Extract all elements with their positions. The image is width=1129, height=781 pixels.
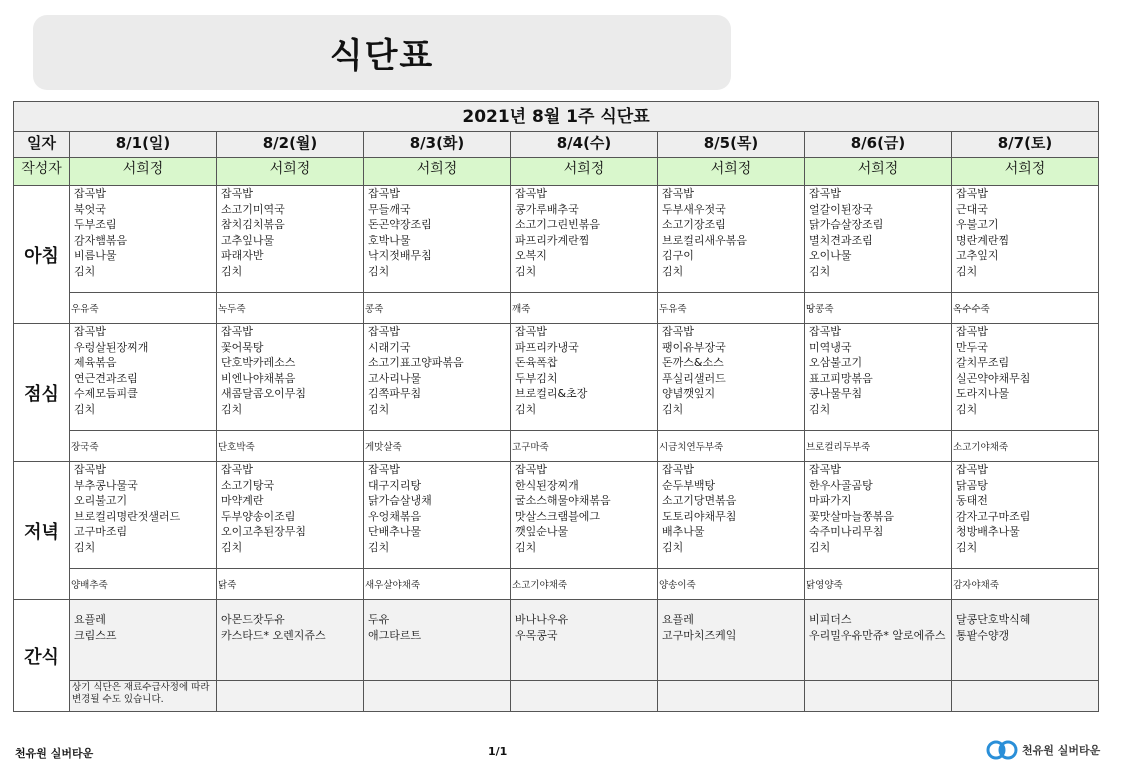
writer-cell: 서희정 bbox=[511, 158, 658, 186]
menu-cell: 잡곡밥 소고기미역국 참치김치볶음 고추잎나물 파래자반 김치 bbox=[217, 186, 364, 293]
porridge-cell: 소고기야채죽 bbox=[511, 569, 658, 600]
menu-cell: 잡곡밥 한우사골곰탕 마파가지 꽃맛살마늘쫑볶음 숙주미나리무침 김치 bbox=[805, 462, 952, 569]
writer-cell: 서희정 bbox=[658, 158, 805, 186]
snack-cell: 요플레 크림스프 bbox=[70, 600, 217, 681]
logo-icon bbox=[986, 738, 1020, 762]
date-label: 일자 bbox=[14, 132, 70, 158]
writer-cell: 서희정 bbox=[952, 158, 1099, 186]
porridge-cell: 양송이죽 bbox=[658, 569, 805, 600]
menu-cell: 잡곡밥 콩가루배추국 소고기그린빈볶음 파프리카계란찜 오복지 김치 bbox=[511, 186, 658, 293]
menu-cell: 잡곡밥 꽃어묵탕 단호박카레소스 비엔나야채볶음 새콤달콤오이무침 김치 bbox=[217, 324, 364, 431]
footer-org-name: 천유원 실버타운 bbox=[15, 747, 94, 760]
snack-cell: 두유 애그타르트 bbox=[364, 600, 511, 681]
snack-cell: 달콩단호박식혜 통팥수양갱 bbox=[952, 600, 1099, 681]
menu-cell: 잡곡밥 우렁살된장찌개 제육볶음 연근견과조림 수제모듬피클 김치 bbox=[70, 324, 217, 431]
snack-cell: 요플레 고구마치즈케잌 bbox=[658, 600, 805, 681]
menu-cell: 잡곡밥 근대국 우불고기 명란계란찜 고추잎지 김치 bbox=[952, 186, 1099, 293]
day-header: 8/3(화) bbox=[364, 132, 511, 158]
menu-cell: 잡곡밥 순두부백탕 소고기당면볶음 도토리야채무침 배추나물 김치 bbox=[658, 462, 805, 569]
menu-cell: 잡곡밥 무들깨국 돈곤약장조림 호박나물 낙지젓배무침 김치 bbox=[364, 186, 511, 293]
porridge-cell: 장국죽 bbox=[70, 431, 217, 462]
porridge-cell: 닭영양죽 bbox=[805, 569, 952, 600]
porridge-cell: 녹두죽 bbox=[217, 293, 364, 324]
empty-cell bbox=[805, 681, 952, 712]
menu-note: 상기 식단은 재료수급사정에 따라 변경될 수도 있습니다. bbox=[70, 681, 217, 712]
table-title: 2021년 8월 1주 식단표 bbox=[14, 102, 1099, 132]
menu-cell: 잡곡밥 두부새우젓국 소고기장조림 브로컬리새우볶음 김구이 김치 bbox=[658, 186, 805, 293]
snack-cell: 아몬드잣두유 카스타드* 오렌지쥬스 bbox=[217, 600, 364, 681]
footer-logo bbox=[986, 738, 1100, 762]
empty-cell bbox=[364, 681, 511, 712]
empty-cell bbox=[658, 681, 805, 712]
menu-cell: 잡곡밥 닭곰탕 동태전 감자고구마조림 청방배추나물 김치 bbox=[952, 462, 1099, 569]
writer-cell: 서희정 bbox=[805, 158, 952, 186]
porridge-cell: 시금치연두부죽 bbox=[658, 431, 805, 462]
menu-cell: 잡곡밥 소고기탕국 마약계란 두부양송이조림 오이고추된장무침 김치 bbox=[217, 462, 364, 569]
menu-cell: 잡곡밥 한식된장찌개 굴소스해물야채볶음 맛살스크램블에그 깻잎순나물 김치 bbox=[511, 462, 658, 569]
day-header: 8/1(일) bbox=[70, 132, 217, 158]
page-number: 1/1 bbox=[488, 745, 508, 758]
porridge-cell: 고구마죽 bbox=[511, 431, 658, 462]
writer-label: 작성자 bbox=[14, 158, 70, 186]
day-header: 8/7(토) bbox=[952, 132, 1099, 158]
porridge-cell: 양배추죽 bbox=[70, 569, 217, 600]
snack-cell: 바나나우유 우목콩국 bbox=[511, 600, 658, 681]
menu-cell: 잡곡밥 대구지리탕 닭가슴살냉채 우엉채볶음 단배추나물 김치 bbox=[364, 462, 511, 569]
porridge-cell: 감자야채죽 bbox=[952, 569, 1099, 600]
day-header: 8/2(월) bbox=[217, 132, 364, 158]
title-box bbox=[33, 15, 731, 90]
porridge-cell: 콩죽 bbox=[364, 293, 511, 324]
porridge-cell: 소고기야채죽 bbox=[952, 431, 1099, 462]
snack-label: 간식 bbox=[14, 600, 70, 712]
menu-cell: 잡곡밥 만두국 갈치무조림 실곤약야채무침 도라지나물 김치 bbox=[952, 324, 1099, 431]
meal-label: 점심 bbox=[14, 324, 70, 462]
menu-cell: 잡곡밥 팽이유부장국 돈까스&소스 푸실리샐러드 양념깻잎지 김치 bbox=[658, 324, 805, 431]
meal-label: 아침 bbox=[14, 186, 70, 324]
menu-cell: 잡곡밥 북엇국 두부조림 감자햄볶음 비름나물 김치 bbox=[70, 186, 217, 293]
porridge-cell: 브로컬리두부죽 bbox=[805, 431, 952, 462]
porridge-cell: 두유죽 bbox=[658, 293, 805, 324]
porridge-cell: 단호박죽 bbox=[217, 431, 364, 462]
empty-cell bbox=[511, 681, 658, 712]
day-header: 8/6(금) bbox=[805, 132, 952, 158]
snack-cell: 비피더스 우리밀우유만쥬* 알로에쥬스 bbox=[805, 600, 952, 681]
logo-text: 천유원 실버타운 bbox=[1022, 744, 1101, 757]
porridge-cell: 깨죽 bbox=[511, 293, 658, 324]
writer-cell: 서희정 bbox=[217, 158, 364, 186]
writer-cell: 서희정 bbox=[70, 158, 217, 186]
porridge-cell: 우유죽 bbox=[70, 293, 217, 324]
porridge-cell: 땅콩죽 bbox=[805, 293, 952, 324]
page-title: 식단표 bbox=[329, 36, 435, 76]
writer-cell: 서희정 bbox=[364, 158, 511, 186]
menu-cell: 잡곡밥 파프리카냉국 돈육폭찹 두부김치 브로컬리&초장 김치 bbox=[511, 324, 658, 431]
meal-label: 저녁 bbox=[14, 462, 70, 600]
empty-cell bbox=[952, 681, 1099, 712]
menu-cell: 잡곡밥 시래기국 소고기표고양파볶음 고사리나물 김쪽파무침 김치 bbox=[364, 324, 511, 431]
menu-table bbox=[13, 101, 1099, 712]
empty-cell bbox=[217, 681, 364, 712]
porridge-cell: 새우살야채죽 bbox=[364, 569, 511, 600]
day-header: 8/4(수) bbox=[511, 132, 658, 158]
porridge-cell: 닭죽 bbox=[217, 569, 364, 600]
menu-cell: 잡곡밥 부추콩나물국 오리불고기 브로컬리명란젓샐러드 고구마조림 김치 bbox=[70, 462, 217, 569]
menu-cell: 잡곡밥 얼갈이된장국 닭가슴살장조림 멸치견과조림 오이나물 김치 bbox=[805, 186, 952, 293]
porridge-cell: 옥수수죽 bbox=[952, 293, 1099, 324]
menu-cell: 잡곡밥 미역냉국 오삼불고기 표고피망볶음 콩나물무침 김치 bbox=[805, 324, 952, 431]
porridge-cell: 게맛살죽 bbox=[364, 431, 511, 462]
day-header: 8/5(목) bbox=[658, 132, 805, 158]
